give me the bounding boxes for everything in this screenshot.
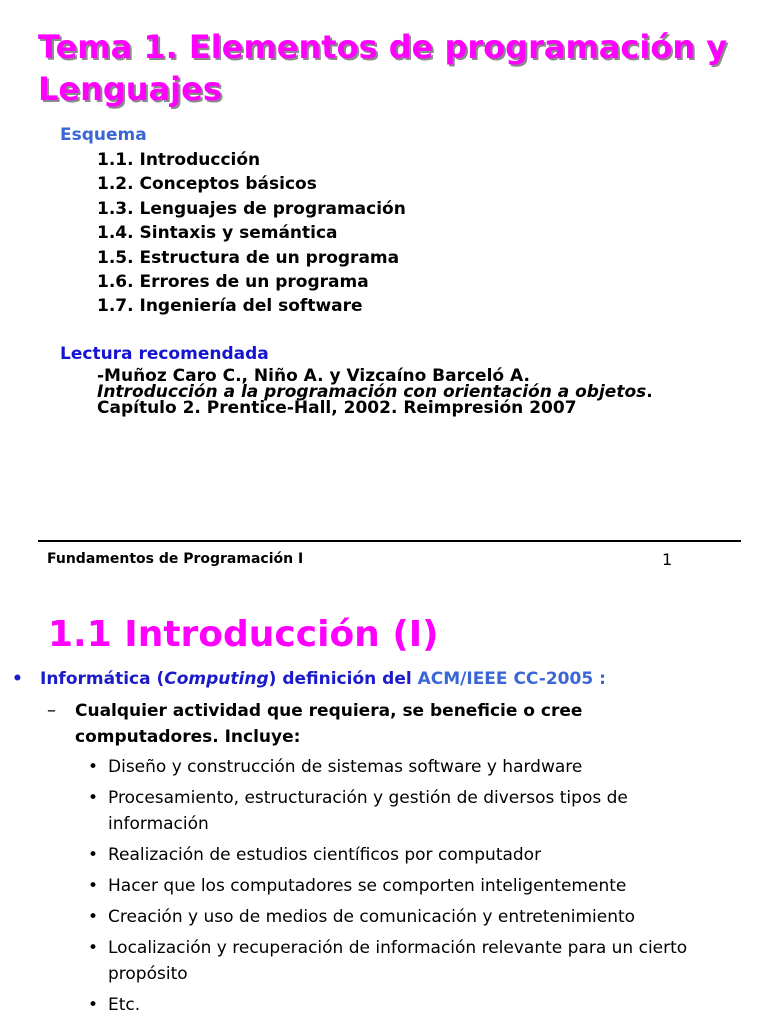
reference-publisher: Capítulo 2. Prentice-Hall, 2002. Reimpresión 2007 bbox=[97, 398, 577, 418]
footer-divider bbox=[38, 540, 741, 542]
list-item bbox=[88, 754, 708, 780]
list-item-text: Hacer que los computadores se comporten inteligentemente bbox=[108, 876, 627, 896]
list-item bbox=[88, 785, 708, 837]
toc-item: 1.6. Errores de un programa bbox=[97, 272, 369, 293]
bullet-text-acm: ACM/IEEE CC-2005 : bbox=[417, 669, 606, 689]
list-item-text: Etc. bbox=[108, 995, 141, 1015]
bullet-dot-icon: • bbox=[88, 788, 99, 808]
list-item bbox=[88, 935, 708, 987]
list-item-text: Diseño y construcción de sistemas software y hardware bbox=[108, 757, 583, 777]
bullet-text-computing: Computing bbox=[164, 669, 269, 689]
bullet-dot-icon: • bbox=[88, 757, 99, 777]
sub-bullet-definition: Cualquier actividad que requiera, se beneficie o cree computadores. Incluye: bbox=[75, 701, 583, 747]
list-item bbox=[88, 873, 708, 899]
slide2-title: 1.1 Introducción (I) bbox=[48, 614, 439, 655]
toc-item: 1.5. Estructura de un programa bbox=[97, 247, 400, 268]
reference-authors: -Muñoz Caro C., Niño A. y Vizcaíno Barceló A. bbox=[97, 366, 530, 386]
lectura-reference bbox=[97, 368, 653, 416]
list-item-text: Localización y recuperación de información relevante para un cierto propósito bbox=[108, 938, 688, 984]
bullet-icon: • bbox=[12, 669, 23, 689]
dash-icon: – bbox=[47, 700, 56, 721]
slide1-title: Tema 1. Elementos de programación y Lenguajes bbox=[38, 28, 728, 108]
bullet-informatica bbox=[40, 668, 606, 690]
bullet-dot-icon: • bbox=[88, 876, 99, 896]
toc-item: 1.1. Introducción bbox=[97, 150, 261, 170]
reference-title-period: . bbox=[646, 382, 653, 402]
bullet-dot-icon: • bbox=[88, 938, 99, 958]
list-item-text: Creación y uso de medios de comunicación y entretenimiento bbox=[108, 907, 636, 927]
page-number: 1 bbox=[662, 550, 673, 569]
lectura-heading: Lectura recomendada bbox=[60, 344, 269, 364]
toc-item: 1.4. Sintaxis y semántica bbox=[97, 223, 338, 244]
footer-course-name: Fundamentos de Programación I bbox=[47, 551, 304, 567]
bullet-text-b: ) definición del bbox=[268, 669, 418, 689]
bullet-dot-icon: • bbox=[88, 995, 99, 1015]
list-item-text: Realización de estudios científicos por computador bbox=[108, 845, 542, 865]
activity-list bbox=[88, 754, 708, 1023]
list-item bbox=[88, 904, 708, 930]
table-of-contents bbox=[97, 148, 406, 319]
list-item bbox=[88, 842, 708, 868]
toc-item: 1.2. Conceptos básicos bbox=[97, 174, 317, 195]
bullet-dot-icon: • bbox=[88, 907, 99, 927]
toc-item: 1.7. Ingeniería del software bbox=[97, 296, 363, 317]
bullet-text-a: Informática ( bbox=[40, 669, 165, 689]
reference-book-title: Introducción a la programación con orientación a objetos bbox=[97, 382, 647, 402]
bullet-dot-icon: • bbox=[88, 845, 99, 865]
toc-item: 1.3. Lenguajes de programación bbox=[97, 198, 406, 219]
esquema-heading: Esquema bbox=[60, 125, 147, 145]
list-item-text: Procesamiento, estructuración y gestión de diversos tipos de información bbox=[108, 788, 628, 834]
list-item bbox=[88, 992, 708, 1018]
